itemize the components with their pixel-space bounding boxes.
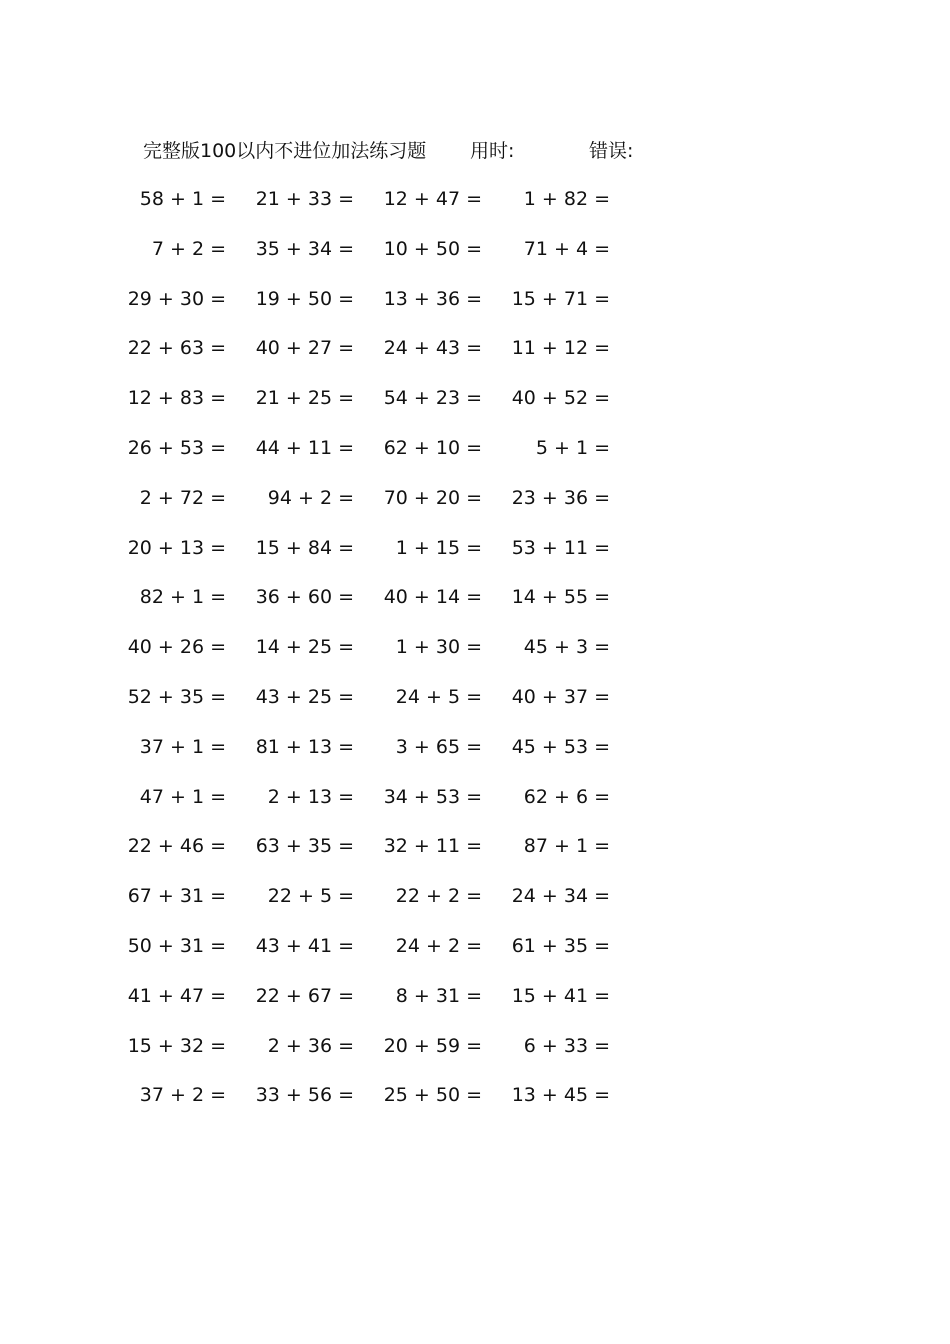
problem-item: 25 + 50 = <box>383 1084 482 1107</box>
worksheet-title: 完整版100以内不进位加法练习题 <box>143 140 427 162</box>
problem-item: 13 + 36 = <box>383 287 482 310</box>
problem-item: 11 + 12 = <box>511 337 610 360</box>
problem-item: 20 + 13 = <box>127 536 226 559</box>
problem-item: 43 + 25 = <box>255 686 354 708</box>
time-label: 用时: <box>470 140 515 162</box>
problem-item: 21 + 25 = <box>255 387 354 410</box>
problem-item: 58 + 1 = <box>139 188 226 210</box>
problem-item: 6 + 33 = <box>523 1034 610 1057</box>
problem-item: 43 + 41 = <box>255 935 354 957</box>
problem-item: 12 + 83 = <box>127 387 226 410</box>
problem-item: 35 + 34 = <box>255 237 354 260</box>
problem-item: 10 + 50 = <box>383 237 482 260</box>
problem-item: 1 + 30 = <box>395 636 482 659</box>
problem-item: 40 + 52 = <box>511 387 610 410</box>
problem-item: 21 + 33 = <box>255 188 354 210</box>
problem-item: 52 + 35 = <box>127 686 226 708</box>
problem-item: 19 + 50 = <box>255 287 354 310</box>
problem-item: 8 + 31 = <box>395 984 482 1007</box>
problem-item: 29 + 30 = <box>127 287 226 310</box>
problem-item: 1 + 15 = <box>395 536 482 559</box>
problem-item: 3 + 65 = <box>395 735 482 758</box>
problem-item: 12 + 47 = <box>383 188 482 210</box>
problem-item: 40 + 26 = <box>127 636 226 659</box>
problem-item: 22 + 67 = <box>255 984 354 1007</box>
problem-item: 22 + 5 = <box>267 885 354 908</box>
problem-item: 44 + 11 = <box>255 437 354 459</box>
problem-item: 15 + 32 = <box>127 1034 226 1057</box>
problem-item: 32 + 11 = <box>383 835 482 858</box>
problem-item: 70 + 20 = <box>383 486 482 509</box>
problem-item: 37 + 2 = <box>139 1084 226 1107</box>
problem-item: 20 + 59 = <box>383 1034 482 1057</box>
problem-item: 22 + 2 = <box>395 885 482 908</box>
problem-item: 24 + 5 = <box>395 686 482 708</box>
problem-item: 24 + 34 = <box>511 885 610 908</box>
problem-item: 15 + 84 = <box>255 536 354 559</box>
problem-item: 61 + 35 = <box>511 935 610 957</box>
problem-item: 2 + 36 = <box>267 1034 354 1057</box>
problem-item: 94 + 2 = <box>267 486 354 509</box>
problem-item: 45 + 3 = <box>523 636 610 659</box>
problem-item: 54 + 23 = <box>383 387 482 410</box>
problem-item: 22 + 46 = <box>127 835 226 858</box>
problem-item: 14 + 25 = <box>255 636 354 659</box>
problem-item: 41 + 47 = <box>127 984 226 1007</box>
problem-item: 22 + 63 = <box>127 337 226 360</box>
problem-item: 71 + 4 = <box>523 237 610 260</box>
problem-item: 26 + 53 = <box>127 437 226 459</box>
problem-item: 2 + 13 = <box>267 785 354 808</box>
problem-item: 15 + 71 = <box>511 287 610 310</box>
problem-item: 14 + 55 = <box>511 586 610 609</box>
problem-item: 82 + 1 = <box>139 586 226 609</box>
problem-item: 5 + 1 = <box>535 437 610 459</box>
problem-item: 33 + 56 = <box>255 1084 354 1107</box>
problem-item: 53 + 11 = <box>511 536 610 559</box>
problem-item: 7 + 2 = <box>151 237 226 260</box>
problem-item: 34 + 53 = <box>383 785 482 808</box>
problem-item: 13 + 45 = <box>511 1084 610 1107</box>
problem-item: 36 + 60 = <box>255 586 354 609</box>
problem-item: 81 + 13 = <box>255 735 354 758</box>
problem-item: 87 + 1 = <box>523 835 610 858</box>
problem-item: 37 + 1 = <box>139 735 226 758</box>
problem-item: 50 + 31 = <box>127 935 226 957</box>
problem-item: 45 + 53 = <box>511 735 610 758</box>
errors-label: 错误: <box>589 140 634 162</box>
problem-item: 63 + 35 = <box>255 835 354 858</box>
problem-item: 40 + 37 = <box>511 686 610 708</box>
problem-item: 15 + 41 = <box>511 984 610 1007</box>
problem-item: 24 + 2 = <box>395 935 482 957</box>
problem-item: 40 + 27 = <box>255 337 354 360</box>
problem-item: 47 + 1 = <box>139 785 226 808</box>
problem-item: 67 + 31 = <box>127 885 226 908</box>
problem-item: 24 + 43 = <box>383 337 482 360</box>
problem-item: 62 + 10 = <box>383 437 482 459</box>
problem-item: 2 + 72 = <box>139 486 226 509</box>
problem-item: 62 + 6 = <box>523 785 610 808</box>
problem-item: 1 + 82 = <box>523 188 610 210</box>
problem-item: 40 + 14 = <box>383 586 482 609</box>
problem-item: 23 + 36 = <box>511 486 610 509</box>
